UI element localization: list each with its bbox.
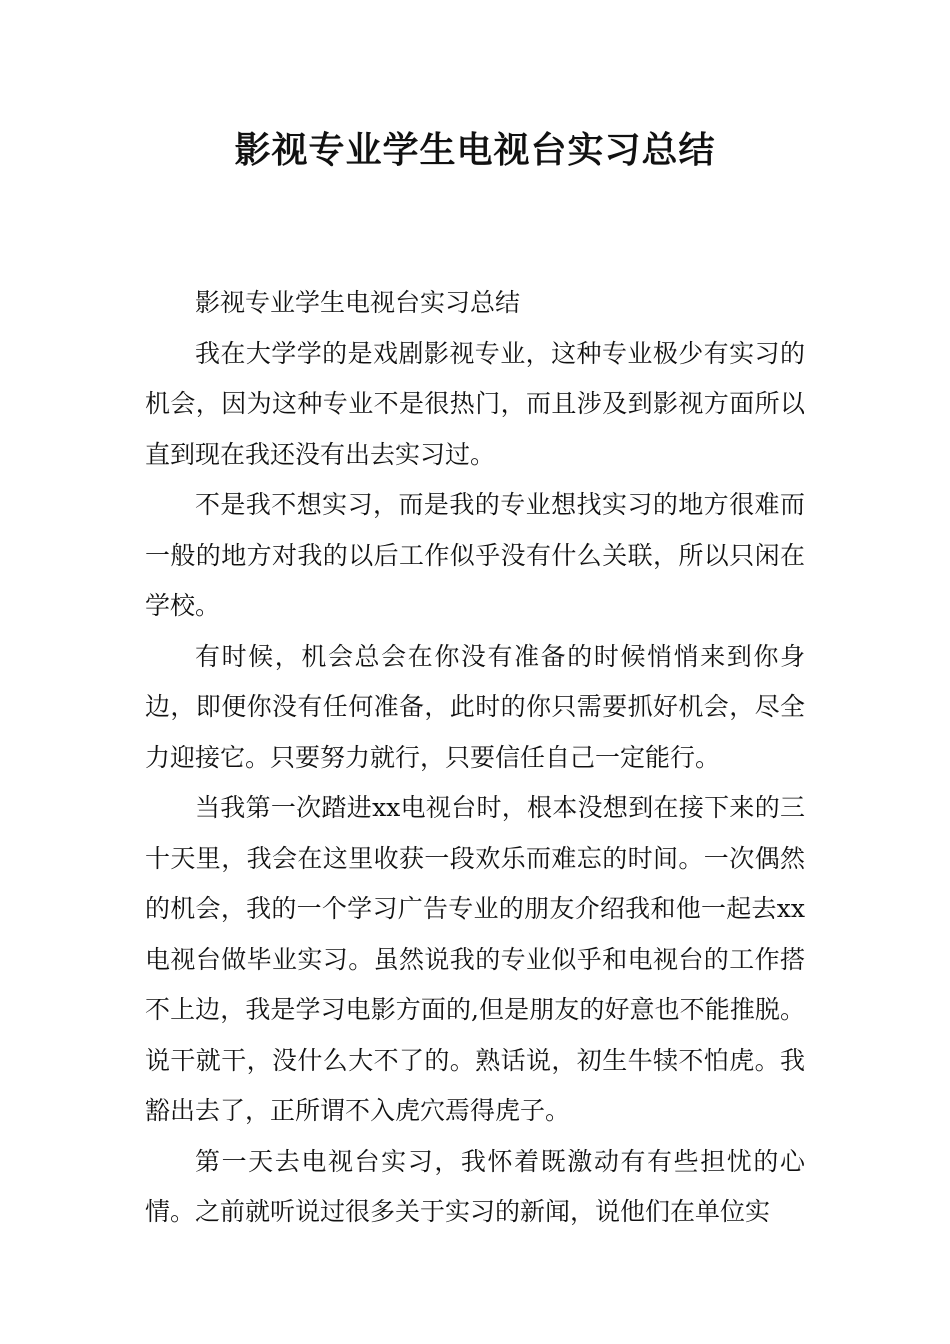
document-title: 影视专业学生电视台实习总结 [234,130,716,171]
document-body [145,278,805,1238]
paragraph-1: 我在大学学的是戏剧影视专业，这种专业极少有实习的机会，因为这种专业不是很热门，而且涉及到影视方面所以直到现在我还没有出去实习过。 [145,338,805,469]
paragraph-4: 当我第一次踏进xx电视台时，根本没想到在接下来的三十天里，我会在这里收获一段欢乐而难忘的时间。一次偶然的机会，我的一个学习广告专业的朋友介绍我和他一起去xx电视台做毕业实习。虽然说我的专业似乎和电视台的工作搭不上边，我是学习电影方面的,但是朋友的好意也不能推脱。说干就干，没什么大不了的。熟话说，初生牛犊不怕虎。我豁出去了，正所谓不入虎穴焉得虎子。 [145,793,805,1125]
paragraph-3: 有时候，机会总会在你没有准备的时候悄悄来到你身边，即便你没有任何准备，此时的你只需要抓好机会，尽全力迎接它。只要努力就行，只要信任自己一定能行。 [145,641,805,772]
paragraph-5: 第一天去电视台实习，我怀着既激动有有些担忧的心情。之前就听说过很多关于实习的新闻，说他们在单位实 [145,1146,805,1226]
paragraph-2: 不是我不想实习，而是我的专业想找实习的地方很难而一般的地方对我的以后工作似乎没有什么关联，所以只闲在学校。 [145,490,805,620]
paragraph-subtitle: 影视专业学生电视台实习总结 [195,288,521,317]
